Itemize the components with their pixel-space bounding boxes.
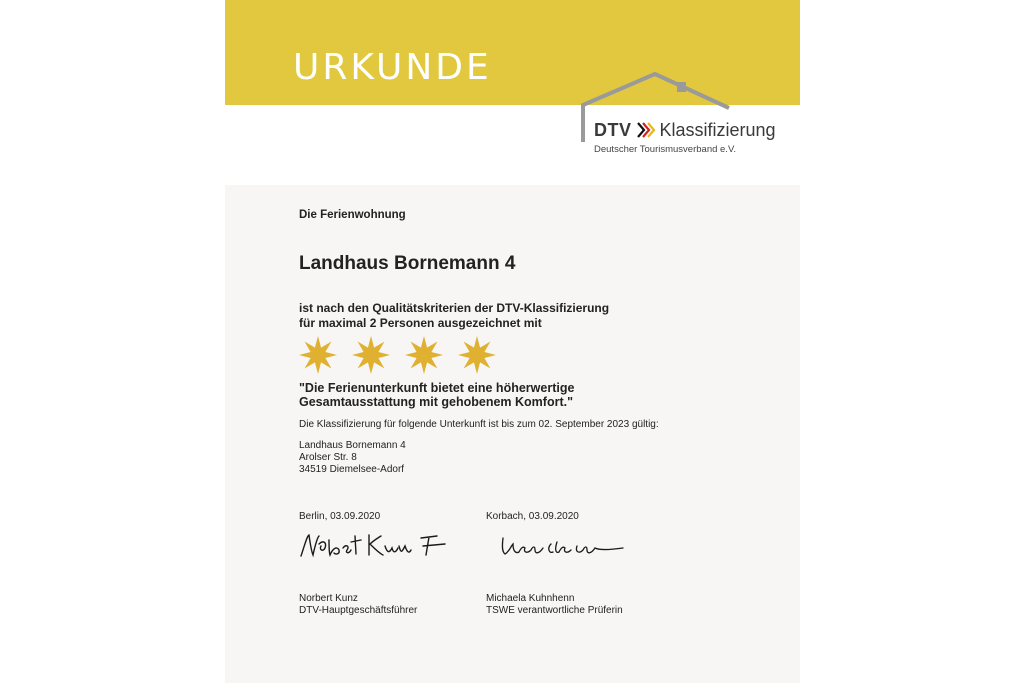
signatory-name: Michaela Kuhnhenn (486, 593, 575, 604)
validity-text: Die Klassifizierung für folgende Unterkunft ist bis zum 02. September 2023 gültig: (299, 419, 659, 430)
logo-subtitle: Deutscher Tourismusverband e.V. (594, 144, 737, 155)
logo-brand: DTV (594, 119, 632, 140)
banner-title: URKUNDE (293, 47, 492, 88)
star-icon (299, 336, 337, 374)
rating-quote (299, 381, 574, 409)
signature-norbert-kunz (299, 530, 459, 560)
signature-place-date: Korbach, 03.09.2020 (486, 511, 579, 522)
accommodation-type: Die Ferienwohnung (299, 209, 406, 221)
certificate (225, 0, 800, 683)
star-rating (299, 336, 496, 374)
address-block (299, 440, 406, 476)
signatory-1 (299, 593, 417, 617)
logo-word: Klassifizierung (659, 119, 776, 140)
signatory-2 (486, 593, 623, 617)
quote-line-1: "Die Ferienunterkunft bietet eine höherwertige (299, 381, 575, 395)
criteria-text (299, 301, 609, 331)
star-icon (405, 336, 443, 374)
star-icon (352, 336, 390, 374)
criteria-line-2: für maximal 2 Personen ausgezeichnet mit (299, 316, 542, 330)
signatory-role: DTV-Hauptgeschäftsführer (299, 605, 418, 616)
accommodation-name: Landhaus Bornemann 4 (299, 253, 516, 274)
address-line: Arolser Str. 8 (299, 452, 357, 463)
chevron-flag-icon (636, 121, 656, 139)
criteria-line-1: ist nach den Qualitätskriterien der DTV-Klassifizierung (299, 301, 610, 315)
star-icon (458, 336, 496, 374)
signatory-role: TSWE verantwortliche Prüferin (486, 605, 623, 616)
address-line: 34519 Diemelsee-Adorf (299, 464, 405, 475)
quote-line-2: Gesamtausstattung mit gehobenem Komfort." (299, 395, 574, 409)
signature-place-date: Berlin, 03.09.2020 (299, 511, 381, 522)
address-line: Landhaus Bornemann 4 (299, 440, 406, 451)
signature-michaela-kuhnhenn (499, 532, 629, 558)
dtv-logo (594, 117, 776, 143)
signatory-name: Norbert Kunz (299, 593, 358, 604)
